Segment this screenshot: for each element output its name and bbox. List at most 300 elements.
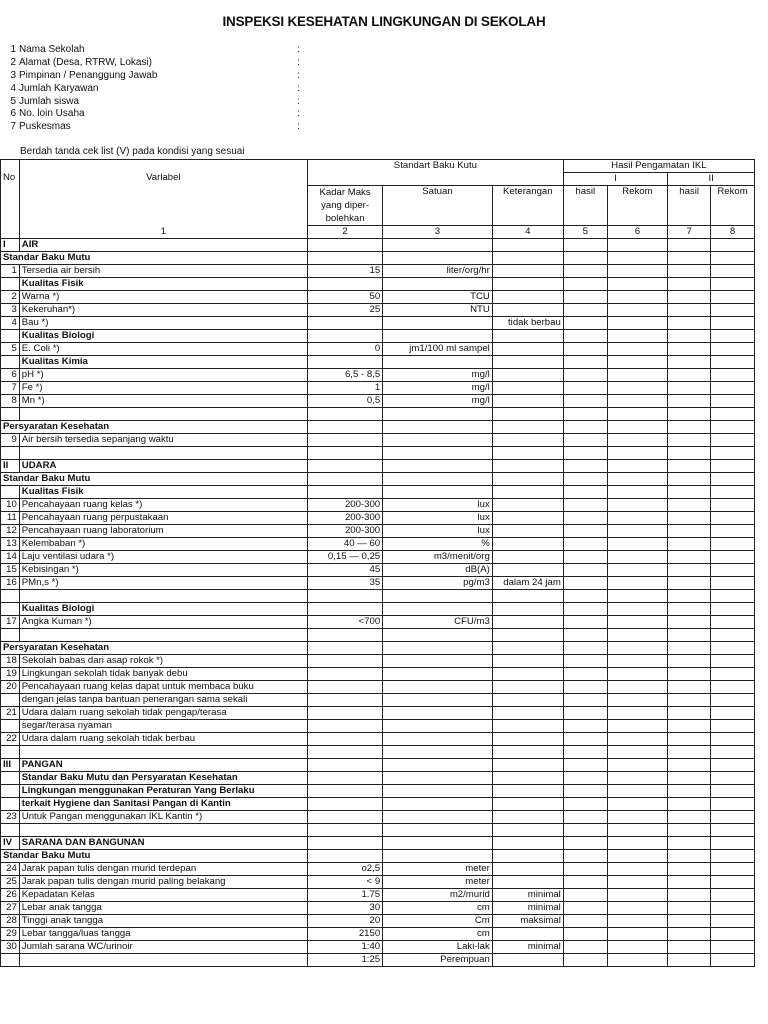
row-rekom-1[interactable] <box>607 655 668 668</box>
row-variable: Mn *) <box>19 395 307 408</box>
row-hasil-1[interactable] <box>563 473 607 486</box>
row-number <box>1 629 20 642</box>
row-rekom-1[interactable] <box>607 551 668 564</box>
row-keterangan <box>492 525 563 538</box>
row-rekom-1[interactable] <box>607 668 668 681</box>
row-kadar: 45 <box>307 564 382 577</box>
row-rekom-2[interactable] <box>711 421 755 434</box>
row-rekom-1[interactable] <box>607 837 668 850</box>
row-hasil-2[interactable] <box>668 512 711 525</box>
row-hasil-1[interactable] <box>563 304 607 317</box>
row-variable: PMn,s *) <box>19 577 307 590</box>
row-rekom-1[interactable] <box>607 512 668 525</box>
header-kadar-3: bolehkan <box>325 213 365 224</box>
row-hasil-1[interactable] <box>563 954 607 967</box>
row-hasil-2[interactable] <box>668 772 711 785</box>
row-kadar: 50 <box>307 291 382 304</box>
row-hasil-1[interactable] <box>563 317 607 330</box>
row-hasil-2[interactable] <box>668 694 711 707</box>
row-satuan <box>383 772 493 785</box>
header-kadar <box>307 186 382 226</box>
row-rekom-1[interactable] <box>607 499 668 512</box>
row-rekom-2[interactable] <box>711 473 755 486</box>
row-hasil-2[interactable] <box>668 850 711 863</box>
row-number: 5 <box>1 343 20 356</box>
row-hasil-2[interactable] <box>668 408 711 421</box>
row-hasil-1[interactable] <box>563 928 607 941</box>
row-rekom-2[interactable] <box>711 759 755 772</box>
row-hasil-1[interactable] <box>563 395 607 408</box>
row-hasil-1[interactable] <box>563 551 607 564</box>
row-rekom-2[interactable] <box>711 772 755 785</box>
row-keterangan <box>492 499 563 512</box>
row-hasil-2[interactable] <box>668 928 711 941</box>
row-hasil-1[interactable] <box>563 265 607 278</box>
row-rekom-2[interactable] <box>711 564 755 577</box>
row-keterangan <box>492 512 563 525</box>
row-hasil-2[interactable] <box>668 707 711 720</box>
row-hasil-1[interactable] <box>563 421 607 434</box>
row-satuan: cm <box>383 902 493 915</box>
row-variable: Kualitas Kimia <box>19 356 307 369</box>
row-hasil-1[interactable] <box>563 642 607 655</box>
row-hasil-1[interactable] <box>563 382 607 395</box>
row-hasil-2[interactable] <box>668 681 711 694</box>
row-rekom-2[interactable] <box>711 876 755 889</box>
row-kadar: 0,15 — 0,25 <box>307 551 382 564</box>
row-keterangan: minimal <box>492 941 563 954</box>
row-rekom-1[interactable] <box>607 746 668 759</box>
row-rekom-1[interactable] <box>607 265 668 278</box>
row-hasil-2[interactable] <box>668 876 711 889</box>
row-rekom-1[interactable] <box>607 850 668 863</box>
row-rekom-1[interactable] <box>607 733 668 746</box>
row-rekom-1[interactable] <box>607 824 668 837</box>
row-number <box>1 447 20 460</box>
row-hasil-2[interactable] <box>668 733 711 746</box>
row-keterangan <box>492 421 563 434</box>
row-rekom-2[interactable] <box>711 798 755 811</box>
row-hasil-1[interactable] <box>563 538 607 551</box>
row-rekom-2[interactable] <box>711 707 755 720</box>
row-kadar: 0 <box>307 343 382 356</box>
row-rekom-2[interactable] <box>711 512 755 525</box>
row-rekom-1[interactable] <box>607 304 668 317</box>
row-rekom-1[interactable] <box>607 421 668 434</box>
row-hasil-2[interactable] <box>668 278 711 291</box>
row-hasil-2[interactable] <box>668 577 711 590</box>
row-satuan <box>383 252 493 265</box>
row-rekom-2[interactable] <box>711 629 755 642</box>
row-rekom-2[interactable] <box>711 408 755 421</box>
row-rekom-2[interactable] <box>711 733 755 746</box>
row-variable: UDARA <box>19 460 307 473</box>
row-rekom-2[interactable] <box>711 785 755 798</box>
row-hasil-1[interactable] <box>563 733 607 746</box>
row-hasil-1[interactable] <box>563 694 607 707</box>
row-hasil-2[interactable] <box>668 382 711 395</box>
row-variable <box>19 590 307 603</box>
row-hasil-2[interactable] <box>668 265 711 278</box>
row-rekom-1[interactable] <box>607 915 668 928</box>
row-rekom-2[interactable] <box>711 265 755 278</box>
row-rekom-1[interactable] <box>607 928 668 941</box>
row-rekom-1[interactable] <box>607 317 668 330</box>
row-rekom-2[interactable] <box>711 889 755 902</box>
row-hasil-2[interactable] <box>668 538 711 551</box>
row-hasil-1[interactable] <box>563 577 607 590</box>
row-satuan <box>383 486 493 499</box>
table-row <box>1 837 755 850</box>
row-hasil-2[interactable] <box>668 395 711 408</box>
row-rekom-2[interactable] <box>711 811 755 824</box>
row-hasil-1[interactable] <box>563 408 607 421</box>
row-hasil-1[interactable] <box>563 811 607 824</box>
row-hasil-1[interactable] <box>563 330 607 343</box>
row-hasil-2[interactable] <box>668 759 711 772</box>
header-kadar-2: yang diper- <box>321 200 370 211</box>
row-satuan <box>383 330 493 343</box>
row-rekom-2[interactable] <box>711 252 755 265</box>
row-hasil-2[interactable] <box>668 954 711 967</box>
row-hasil-1[interactable] <box>563 460 607 473</box>
row-rekom-2[interactable] <box>711 915 755 928</box>
row-rekom-1[interactable] <box>607 486 668 499</box>
row-hasil-1[interactable] <box>563 837 607 850</box>
row-rekom-1[interactable] <box>607 473 668 486</box>
row-hasil-1[interactable] <box>563 525 607 538</box>
row-rekom-1[interactable] <box>607 447 668 460</box>
row-hasil-2[interactable] <box>668 889 711 902</box>
row-kadar <box>307 603 382 616</box>
row-rekom-1[interactable] <box>607 408 668 421</box>
row-hasil-1[interactable] <box>563 941 607 954</box>
row-rekom-1[interactable] <box>607 863 668 876</box>
row-rekom-2[interactable] <box>711 499 755 512</box>
row-hasil-2[interactable] <box>668 785 711 798</box>
row-rekom-1[interactable] <box>607 629 668 642</box>
row-rekom-2[interactable] <box>711 902 755 915</box>
row-satuan: CFU/m3 <box>383 616 493 629</box>
row-hasil-1[interactable] <box>563 902 607 915</box>
row-keterangan <box>492 356 563 369</box>
row-hasil-1[interactable] <box>563 616 607 629</box>
row-satuan <box>383 798 493 811</box>
info-number: 3 <box>10 69 16 81</box>
row-hasil-2[interactable] <box>668 252 711 265</box>
row-hasil-2[interactable] <box>668 564 711 577</box>
table-row <box>1 564 755 577</box>
row-rekom-2[interactable] <box>711 616 755 629</box>
row-rekom-1[interactable] <box>607 278 668 291</box>
row-rekom-2[interactable] <box>711 239 755 252</box>
row-hasil-1[interactable] <box>563 889 607 902</box>
row-number <box>1 408 20 421</box>
row-rekom-2[interactable] <box>711 434 755 447</box>
row-hasil-1[interactable] <box>563 512 607 525</box>
row-hasil-2[interactable] <box>668 629 711 642</box>
row-hasil-1[interactable] <box>563 343 607 356</box>
row-number: 8 <box>1 395 20 408</box>
row-variable: Jumlah sarana WC/urinoir <box>19 941 307 954</box>
row-satuan: mg/l <box>383 395 493 408</box>
table-row <box>1 863 755 876</box>
row-rekom-2[interactable] <box>711 486 755 499</box>
row-rekom-1[interactable] <box>607 759 668 772</box>
row-hasil-1[interactable] <box>563 603 607 616</box>
row-hasil-1[interactable] <box>563 785 607 798</box>
row-keterangan <box>492 616 563 629</box>
row-satuan <box>383 239 493 252</box>
row-hasil-2[interactable] <box>668 473 711 486</box>
row-hasil-1[interactable] <box>563 356 607 369</box>
row-hasil-1[interactable] <box>563 499 607 512</box>
row-hasil-2[interactable] <box>668 291 711 304</box>
row-number: 24 <box>1 863 20 876</box>
row-hasil-2[interactable] <box>668 655 711 668</box>
row-rekom-1[interactable] <box>607 681 668 694</box>
row-hasil-2[interactable] <box>668 317 711 330</box>
table-row <box>1 811 755 824</box>
row-rekom-1[interactable] <box>607 798 668 811</box>
row-hasil-2[interactable] <box>668 668 711 681</box>
row-hasil-1[interactable] <box>563 564 607 577</box>
row-rekom-2[interactable] <box>711 551 755 564</box>
row-rekom-1[interactable] <box>607 772 668 785</box>
row-hasil-1[interactable] <box>563 369 607 382</box>
row-rekom-2[interactable] <box>711 356 755 369</box>
row-satuan <box>383 603 493 616</box>
row-number: 16 <box>1 577 20 590</box>
row-rekom-2[interactable] <box>711 538 755 551</box>
row-rekom-1[interactable] <box>607 785 668 798</box>
row-rekom-1[interactable] <box>607 525 668 538</box>
row-kadar <box>307 434 382 447</box>
row-rekom-2[interactable] <box>711 577 755 590</box>
row-rekom-1[interactable] <box>607 902 668 915</box>
row-hasil-1[interactable] <box>563 291 607 304</box>
row-hasil-1[interactable] <box>563 850 607 863</box>
row-hasil-2[interactable] <box>668 642 711 655</box>
row-rekom-2[interactable] <box>711 954 755 967</box>
row-hasil-2[interactable] <box>668 330 711 343</box>
row-hasil-2[interactable] <box>668 616 711 629</box>
table-row <box>1 252 755 265</box>
info-colon: : <box>297 69 300 81</box>
row-hasil-2[interactable] <box>668 603 711 616</box>
row-hasil-1[interactable] <box>563 434 607 447</box>
row-rekom-2[interactable] <box>711 590 755 603</box>
row-hasil-2[interactable] <box>668 369 711 382</box>
row-section-label: Standar Baku Mutu <box>1 473 308 486</box>
row-rekom-2[interactable] <box>711 369 755 382</box>
row-hasil-1[interactable] <box>563 746 607 759</box>
row-hasil-1[interactable] <box>563 278 607 291</box>
row-hasil-2[interactable] <box>668 590 711 603</box>
row-hasil-2[interactable] <box>668 837 711 850</box>
row-hasil-1[interactable] <box>563 239 607 252</box>
row-hasil-1[interactable] <box>563 707 607 720</box>
row-hasil-2[interactable] <box>668 421 711 434</box>
row-rekom-1[interactable] <box>607 460 668 473</box>
row-hasil-2[interactable] <box>668 746 711 759</box>
row-hasil-1[interactable] <box>563 759 607 772</box>
row-hasil-2[interactable] <box>668 824 711 837</box>
row-hasil-2[interactable] <box>668 863 711 876</box>
row-hasil-1[interactable] <box>563 655 607 668</box>
row-variable: terkait Hygiene dan Sanitasi Pangan di Kantin <box>19 798 307 811</box>
row-hasil-2[interactable] <box>668 304 711 317</box>
row-rekom-2[interactable] <box>711 317 755 330</box>
row-rekom-2[interactable] <box>711 928 755 941</box>
row-hasil-2[interactable] <box>668 902 711 915</box>
row-rekom-2[interactable] <box>711 304 755 317</box>
row-rekom-1[interactable] <box>607 382 668 395</box>
row-rekom-2[interactable] <box>711 343 755 356</box>
row-hasil-1[interactable] <box>563 824 607 837</box>
row-rekom-2[interactable] <box>711 382 755 395</box>
row-hasil-2[interactable] <box>668 486 711 499</box>
table-row <box>1 512 755 525</box>
row-rekom-1[interactable] <box>607 356 668 369</box>
row-hasil-2[interactable] <box>668 915 711 928</box>
table-row <box>1 655 755 668</box>
row-rekom-1[interactable] <box>607 291 668 304</box>
row-hasil-2[interactable] <box>668 239 711 252</box>
row-rekom-1[interactable] <box>607 395 668 408</box>
row-satuan <box>383 447 493 460</box>
row-kadar <box>307 629 382 642</box>
row-rekom-2[interactable] <box>711 720 755 733</box>
row-rekom-2[interactable] <box>711 642 755 655</box>
row-satuan: liter/org/hr <box>383 265 493 278</box>
row-rekom-1[interactable] <box>607 642 668 655</box>
row-variable: Udara dalam ruang sekolah tidak pengap/terasa <box>19 707 307 720</box>
row-rekom-1[interactable] <box>607 538 668 551</box>
row-rekom-2[interactable] <box>711 681 755 694</box>
row-rekom-2[interactable] <box>711 447 755 460</box>
header-rekom-1: Rekom <box>607 186 668 226</box>
row-satuan <box>383 720 493 733</box>
row-kadar: 25 <box>307 304 382 317</box>
row-rekom-2[interactable] <box>711 525 755 538</box>
row-variable: Udara dalam ruang sekolah tidak berbau <box>19 733 307 746</box>
row-rekom-2[interactable] <box>711 863 755 876</box>
row-rekom-1[interactable] <box>607 616 668 629</box>
row-rekom-2[interactable] <box>711 330 755 343</box>
row-rekom-1[interactable] <box>607 434 668 447</box>
row-hasil-1[interactable] <box>563 720 607 733</box>
row-number: 18 <box>1 655 20 668</box>
table-row <box>1 876 755 889</box>
row-hasil-2[interactable] <box>668 941 711 954</box>
row-number: 21 <box>1 707 20 720</box>
row-rekom-1[interactable] <box>607 564 668 577</box>
row-rekom-1[interactable] <box>607 603 668 616</box>
row-rekom-1[interactable] <box>607 369 668 382</box>
row-satuan: mg/l <box>383 369 493 382</box>
row-hasil-1[interactable] <box>563 681 607 694</box>
row-hasil-2[interactable] <box>668 447 711 460</box>
row-rekom-1[interactable] <box>607 876 668 889</box>
row-hasil-1[interactable] <box>563 772 607 785</box>
table-row <box>1 941 755 954</box>
row-hasil-1[interactable] <box>563 863 607 876</box>
row-rekom-2[interactable] <box>711 395 755 408</box>
row-rekom-2[interactable] <box>711 850 755 863</box>
row-hasil-2[interactable] <box>668 525 711 538</box>
row-rekom-1[interactable] <box>607 343 668 356</box>
row-rekom-2[interactable] <box>711 941 755 954</box>
row-rekom-1[interactable] <box>607 720 668 733</box>
row-rekom-1[interactable] <box>607 239 668 252</box>
row-rekom-1[interactable] <box>607 811 668 824</box>
row-hasil-2[interactable] <box>668 499 711 512</box>
row-rekom-1[interactable] <box>607 694 668 707</box>
row-hasil-1[interactable] <box>563 629 607 642</box>
row-rekom-2[interactable] <box>711 746 755 759</box>
row-hasil-1[interactable] <box>563 876 607 889</box>
row-rekom-1[interactable] <box>607 330 668 343</box>
row-satuan <box>383 824 493 837</box>
row-rekom-2[interactable] <box>711 291 755 304</box>
row-hasil-1[interactable] <box>563 668 607 681</box>
row-hasil-2[interactable] <box>668 811 711 824</box>
row-rekom-1[interactable] <box>607 954 668 967</box>
row-rekom-1[interactable] <box>607 577 668 590</box>
row-variable: Tersedia air bersih <box>19 265 307 278</box>
row-hasil-2[interactable] <box>668 434 711 447</box>
row-variable: Pencahayaan ruang perpustakaan <box>19 512 307 525</box>
row-rekom-2[interactable] <box>711 603 755 616</box>
table-row <box>1 265 755 278</box>
row-hasil-1[interactable] <box>563 252 607 265</box>
row-number: 28 <box>1 915 20 928</box>
row-rekom-2[interactable] <box>711 824 755 837</box>
row-rekom-2[interactable] <box>711 694 755 707</box>
row-variable <box>19 824 307 837</box>
row-rekom-1[interactable] <box>607 252 668 265</box>
row-hasil-2[interactable] <box>668 343 711 356</box>
row-hasil-1[interactable] <box>563 590 607 603</box>
row-hasil-1[interactable] <box>563 486 607 499</box>
row-kadar: 1 <box>307 382 382 395</box>
row-variable: Kualitas Fisik <box>19 486 307 499</box>
row-rekom-1[interactable] <box>607 941 668 954</box>
row-rekom-2[interactable] <box>711 655 755 668</box>
row-hasil-2[interactable] <box>668 720 711 733</box>
row-hasil-1[interactable] <box>563 447 607 460</box>
row-rekom-1[interactable] <box>607 590 668 603</box>
row-rekom-2[interactable] <box>711 837 755 850</box>
row-number: 29 <box>1 928 20 941</box>
row-satuan: TCU <box>383 291 493 304</box>
row-rekom-1[interactable] <box>607 889 668 902</box>
row-rekom-2[interactable] <box>711 278 755 291</box>
row-hasil-1[interactable] <box>563 915 607 928</box>
row-rekom-2[interactable] <box>711 668 755 681</box>
row-hasil-2[interactable] <box>668 460 711 473</box>
row-hasil-2[interactable] <box>668 798 711 811</box>
row-rekom-1[interactable] <box>607 707 668 720</box>
row-satuan <box>383 681 493 694</box>
row-hasil-2[interactable] <box>668 356 711 369</box>
row-hasil-2[interactable] <box>668 551 711 564</box>
row-hasil-1[interactable] <box>563 798 607 811</box>
row-rekom-2[interactable] <box>711 460 755 473</box>
row-keterangan <box>492 863 563 876</box>
row-keterangan: tidak berbau <box>492 317 563 330</box>
